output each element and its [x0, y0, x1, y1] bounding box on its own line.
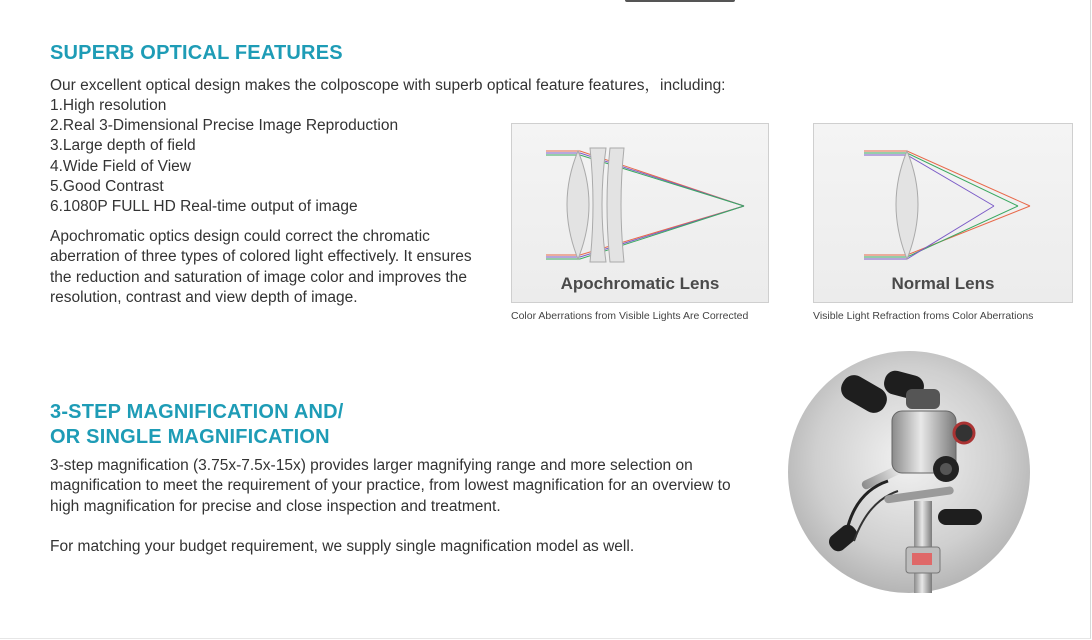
apochromatic-lens-label: Apochromatic Lens: [560, 274, 720, 293]
feature-list: [50, 96, 398, 217]
colposcope-product-image: [788, 351, 1030, 593]
feature-item: 6.1080P FULL HD Real-time output of image: [50, 198, 358, 216]
section-title-optical: SUPERB OPTICAL FEATURES: [50, 42, 343, 64]
feature-item: 1.High resolution: [50, 97, 167, 114]
normal-lens-diagram: [813, 123, 1073, 303]
section-title-magnification: [50, 400, 344, 450]
optical-intro: Our excellent optical design makes the colposcope with superb optical feature features，including:: [50, 77, 726, 94]
top-decoration: [625, 0, 735, 2]
apochromatic-caption: Color Aberrations from Visible Lights Are Corrected: [511, 310, 749, 322]
feature-item: 2.Real 3-Dimensional Precise Image Reproduction: [50, 117, 399, 135]
apochromatic-paragraph: Apochromatic optics design could correct the chromatic aberration of three types of colored light effectively. It ensures the reduction and saturation of image color and improves the resolution, contrast and view depth of image.: [50, 228, 472, 306]
normal-lens-caption: Visible Light Refraction froms Color Aberrations: [813, 310, 1034, 322]
magnification-title-line2: OR SINGLE MAGNIFICATION: [50, 426, 330, 448]
budget-paragraph: For matching your budget requirement, we supply single magnification model as well.: [50, 538, 635, 555]
normal-lens-label: Normal Lens: [891, 274, 995, 293]
feature-item: 3.Large depth of field: [50, 137, 196, 155]
apochromatic-lens-diagram: [511, 123, 769, 303]
feature-item: 5.Good Contrast: [50, 177, 164, 195]
magnification-paragraph: 3-step magnification (3.75x-7.5x-15x) provides larger magnifying range and more selection on magnification to meet the requirement of your practice, from lowest magnification for an overview to high magnification for precise and close inspection and treatment.: [50, 457, 731, 515]
feature-item: 4.Wide Field of View: [50, 157, 191, 175]
magnification-title-line1: 3-STEP MAGNIFICATION AND/: [50, 401, 344, 423]
